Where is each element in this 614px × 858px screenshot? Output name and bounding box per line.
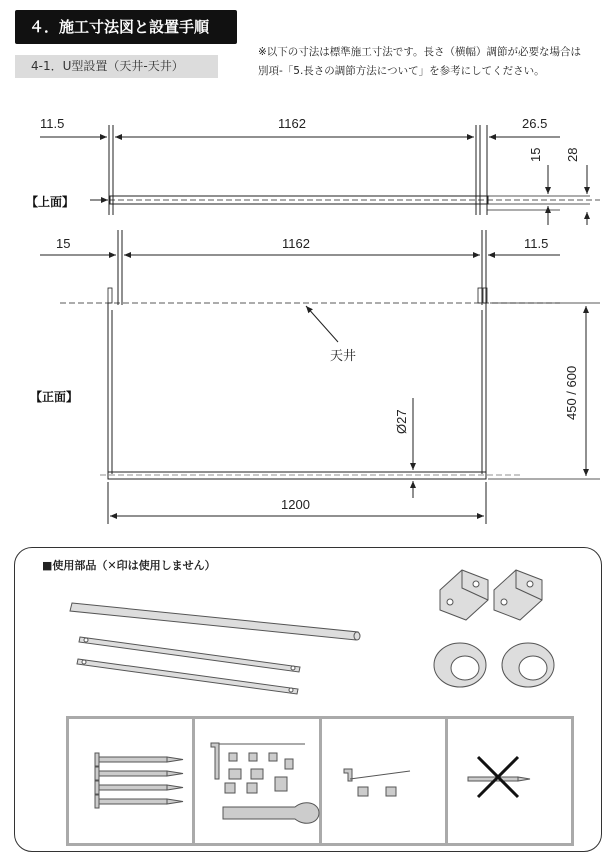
note-line-1: ※以下の寸法は標準施工寸法です。長さ（横幅）調節が必要な場合は (258, 46, 581, 58)
hardware-cell-tools (195, 719, 321, 843)
dim-top-v1: 15 (528, 147, 543, 162)
hardware-cell-not-used (448, 719, 571, 843)
dim-front-left: 15 (56, 236, 71, 251)
hardware-grid (66, 716, 574, 846)
dim-top-right: 26.5 (522, 116, 548, 131)
section-title: ４．施工寸法図と設置手順 (15, 10, 237, 44)
ceiling-label: 天井 (330, 348, 357, 363)
parts-title: ■使用部品（✕印は使用しません） (42, 559, 216, 572)
dim-top-left: 11.5 (40, 116, 65, 131)
dim-top-center: 1162 (278, 116, 306, 131)
front-view-label: 【正面】 (30, 390, 79, 404)
note-line-2: 別項-「5.長さの調節方法について」を参考にしてください。 (258, 65, 545, 77)
hardware-cell-screws (69, 719, 195, 843)
dim-front-center: 1162 (282, 236, 310, 251)
pipe-diameter-label: Ø27 (394, 409, 409, 434)
dim-top-v2: 28 (565, 147, 580, 162)
top-view-label: 【上面】 (26, 195, 75, 209)
hardware-cell-hexkey (322, 719, 448, 843)
sub-section-title: 4-1．U型設置（天井-天井） (15, 55, 218, 78)
height-label: 450 / 600 (564, 365, 579, 420)
width-label: 1200 (281, 497, 310, 512)
dim-front-right: 11.5 (524, 236, 549, 251)
